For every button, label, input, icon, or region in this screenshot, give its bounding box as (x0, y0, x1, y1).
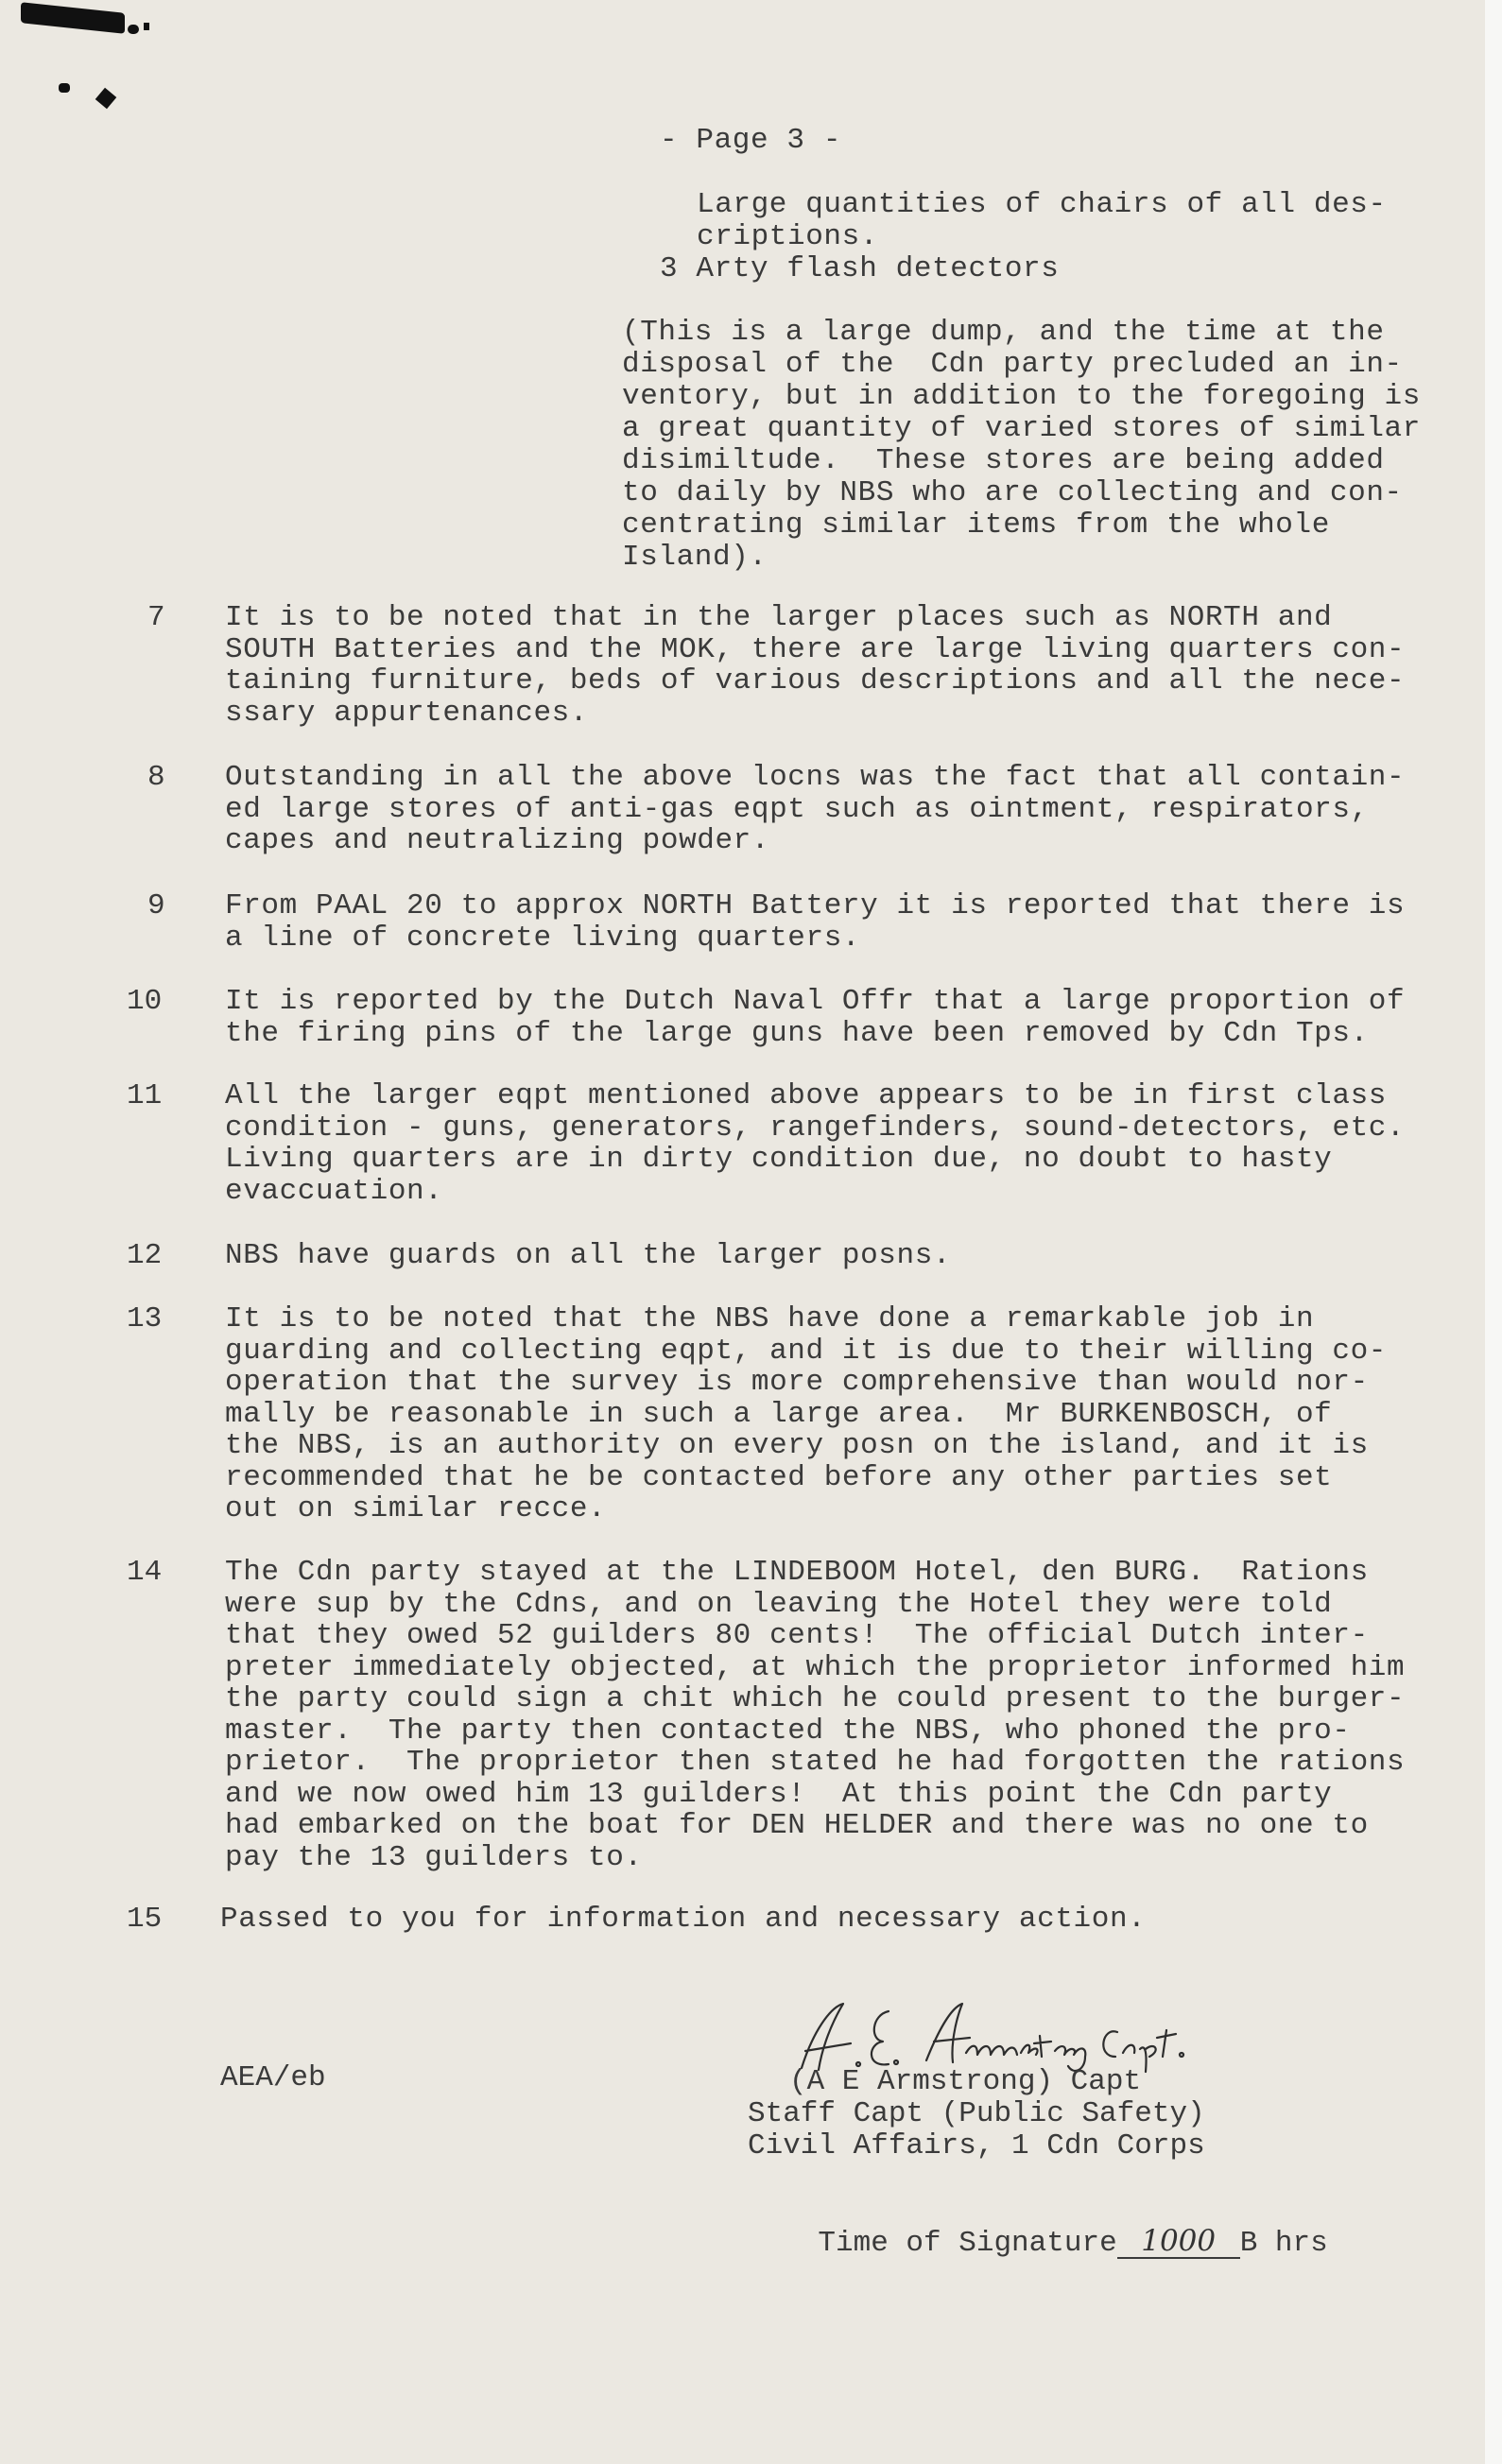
note-line: centrating similar items from the whole (622, 508, 1330, 542)
paragraph-number: 13 (127, 1302, 163, 1335)
scan-mark (95, 88, 117, 110)
note-line: to daily by NBS who are collecting and con- (622, 476, 1403, 509)
scan-mark (59, 83, 70, 93)
paragraph-text: It is to be noted that the NBS have done a remarkable job in guarding and collecting eqpt, and it is due to their willing co- operation that the survey is more comprehensive than would nor- mally be reasonable in such a large area. Mr BURKENBOSCH, of the NBS, is an authority on every posn on the island, and it is recommended that he be contacted before any other parties set out on similar recce. (225, 1302, 1387, 1525)
paragraph-number: 7 (147, 601, 165, 634)
paragraph-text: Passed to you for information and necessary action. (220, 1903, 1147, 1936)
paragraph-number: 15 (127, 1903, 163, 1936)
paragraph-number: 14 (127, 1556, 163, 1589)
paragraph-text: It is to be noted that in the larger places such as NORTH and SOUTH Batteries and the MOK, there are large living quarters con- taining furniture, beds of various descriptions and all the nece- ssary appurtenances. (225, 601, 1406, 730)
paragraph-text: All the larger eqpt mentioned above appears to be in first class condition - guns, generators, rangefinders, sound-detectors, etc. Living quarters are in dirty condition due, no doubt to hasty evaccuation. (225, 1079, 1406, 1208)
paragraph-number: 8 (147, 761, 165, 794)
page-number-heading: - Page 3 - (660, 124, 842, 157)
time-label: Time of Signature (818, 2226, 1117, 2260)
reference-initials: AEA/eb (220, 2061, 326, 2094)
note-line: a great quantity of varied stores of similar (622, 412, 1421, 445)
list-item: Large quantities of chairs of all des- (697, 188, 1387, 221)
paragraph-number: 9 (147, 889, 165, 922)
time-of-signature (748, 2194, 1328, 2291)
paragraph-text: Outstanding in all the above locns was the fact that all contain- ed large stores of anti-gas eqpt such as ointment, respirators, capes and neutralizing powder. (225, 761, 1406, 857)
paragraph-text: From PAAL 20 to approx NORTH Battery it is reported that there is a line of concrete living quarters. (225, 889, 1406, 955)
time-value: 1000 (1117, 2226, 1240, 2260)
paragraph-number: 10 (127, 985, 163, 1018)
paragraph-number: 12 (127, 1239, 163, 1272)
paragraph-text: The Cdn party stayed at the LINDEBOOM Hotel, den BURG. Rations were sup by the Cdns, and on leaving the Hotel they were told that they owed 52 guilders 80 cents! The official Dutch inter- preter immediately objected, at which the proprietor informed him the party could sign a chit which he could present to the burger- master. The party then contacted the NBS, who phoned the pro- prietor. The proprietor then stated he had forgotten the rations and we now owed him 13 guilders! At this point the Cdn party had embarked on the boat for DEN HELDER and there was no one to pay the 13 guilders to. (225, 1556, 1406, 1874)
signatory-unit: Civil Affairs, 1 Cdn Corps (748, 2129, 1205, 2162)
note-line: disimiltude. These stores are being added (622, 444, 1385, 477)
scan-mark (21, 2, 125, 34)
time-suffix: B hrs (1239, 2226, 1328, 2260)
note-line: Island). (622, 541, 768, 574)
signatory-name: (A E Armstrong) Capt (789, 2065, 1142, 2098)
list-item: criptions. (697, 220, 879, 253)
scan-mark (128, 25, 139, 34)
scan-edge (1485, 0, 1502, 2464)
note-line: disposal of the Cdn party precluded an in- (622, 348, 1403, 381)
scan-mark (144, 23, 149, 30)
note-line: (This is a large dump, and the time at the (622, 316, 1385, 349)
paragraph-text: NBS have guards on all the larger posns. (225, 1239, 952, 1272)
list-item: 3 Arty flash detectors (660, 252, 1060, 285)
note-line: ventory, but in addition to the foregoing is (622, 380, 1421, 413)
paragraph-number: 11 (127, 1079, 163, 1112)
paragraph-text: It is reported by the Dutch Naval Offr that a large proportion of the firing pins of the large guns have been removed by Cdn Tps. (225, 985, 1406, 1050)
signatory-title: Staff Capt (Public Safety) (748, 2097, 1205, 2130)
